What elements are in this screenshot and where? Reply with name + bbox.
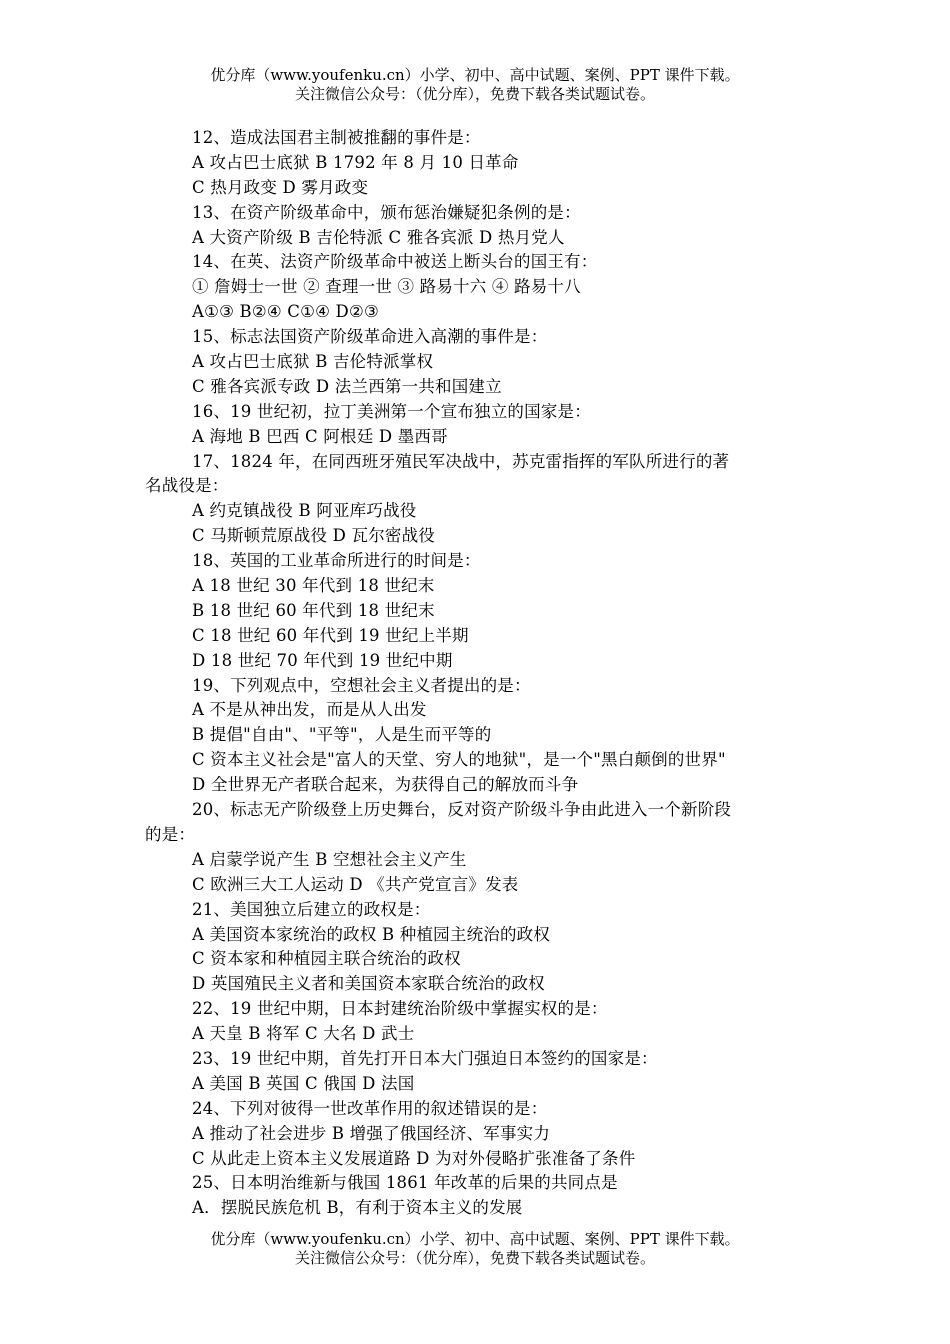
footer-line-2: 关注微信公众号：（优分库），免费下载各类试题试卷。 xyxy=(294,1249,655,1267)
text-line: A 攻占巴士底狱 B 1792 年 8 月 10 日革命 xyxy=(192,152,519,172)
text-line: A 推动了社会进步 B 增强了俄国经济、军事实力 xyxy=(192,1123,551,1143)
text-line: 15、标志法国资产阶级革命进入高潮的事件是： xyxy=(192,327,548,347)
text-line: 16、19 世纪初，拉丁美洲第一个宣布独立的国家是： xyxy=(192,401,591,421)
text-line: B 提倡"自由"、"平等"，人是生而平等的 xyxy=(192,725,492,745)
text-line: A 美国 B 英国 C 俄国 D 法国 xyxy=(192,1073,415,1093)
text-line: 23、19 世纪中期，首先打开日本大门强迫日本签约的国家是： xyxy=(192,1048,658,1068)
text-line: 的是： xyxy=(145,824,196,844)
text-line: C 资本家和种植园主联合统治的政权 xyxy=(192,949,461,969)
text-line: 18、英国的工业革命所进行的时间是： xyxy=(192,551,481,571)
text-line: 19、下列观点中，空想社会主义者提出的是： xyxy=(192,675,531,695)
text-line: C 从此走上资本主义发展道路 D 为对外侵略扩张准备了条件 xyxy=(192,1148,636,1168)
text-line: C 欧洲三大工人运动 D 《共产党宣言》发表 xyxy=(192,874,519,894)
text-line: A 18 世纪 30 年代到 18 世纪末 xyxy=(192,576,435,596)
text-line: 20、标志无产阶级登上历史舞台，反对资产阶级斗争由此进入一个新阶段 xyxy=(192,800,732,820)
text-line: A 不是从神出发，而是从人出发 xyxy=(192,700,427,720)
header-line-1: 优分库（www.youfenku.cn）小学、初中、高中试题、案例、PPT 课件下载。 xyxy=(210,66,740,84)
text-line: A 海地 B 巴西 C 阿根廷 D 墨西哥 xyxy=(192,426,448,446)
text-line: C 18 世纪 60 年代到 19 世纪上半期 xyxy=(192,625,469,645)
text-line: 21、美国独立后建立的政权是： xyxy=(192,899,431,919)
text-line: A①③ B②④ C①④ D②③ xyxy=(192,302,379,322)
text-line: 14、在英、法资产阶级革命中被送上断头台的国王有： xyxy=(192,252,598,272)
text-line: ① 詹姆士一世 ② 查理一世 ③ 路易十六 ④ 路易十八 xyxy=(192,277,581,297)
text-line: A．摆脱民族危机 B，有利于资本主义的发展 xyxy=(192,1198,523,1218)
header-line-2: 关注微信公众号：（优分库），免费下载各类试题试卷。 xyxy=(294,85,655,103)
text-line: C 热月政变 D 雾月政变 xyxy=(192,177,369,197)
text-line: A 美国资本家统治的政权 B 种植园主统治的政权 xyxy=(192,924,551,944)
text-line: C 马斯顿荒原战役 D 瓦尔密战役 xyxy=(192,526,435,546)
text-line: A 大资产阶级 B 吉伦特派 C 雅各宾派 D 热月党人 xyxy=(192,227,565,247)
text-line: C 雅各宾派专政 D 法兰西第一共和国建立 xyxy=(192,376,502,396)
text-line: 13、在资产阶级革命中，颁布惩治嫌疑犯条例的是： xyxy=(192,202,581,222)
text-line: D 英国殖民主义者和美国资本家联合统治的政权 xyxy=(192,974,545,994)
text-line: 17、1824 年，在同西班牙殖民军决战中，苏克雷指挥的军队所进行的著 xyxy=(192,451,730,471)
text-line: B 18 世纪 60 年代到 18 世纪末 xyxy=(192,600,435,620)
text-line: D 全世界无产者联合起来，为获得自己的解放而斗争 xyxy=(192,775,579,795)
text-line: 22、19 世纪中期，日本封建统治阶级中掌握实权的是： xyxy=(192,999,608,1019)
text-line: C 资本主义社会是"富人的天堂、穷人的地狱"，是一个"黑白颠倒的世界" xyxy=(192,750,726,770)
text-line: 24、下列对彼得一世改革作用的叙述错误的是： xyxy=(192,1098,548,1118)
text-line: A 攻占巴士底狱 B 吉伦特派掌权 xyxy=(192,352,434,372)
text-line: 名战役是： xyxy=(145,476,229,496)
text-line: A 启蒙学说产生 B 空想社会主义产生 xyxy=(192,849,467,869)
text-line: A 天皇 B 将军 C 大名 D 武士 xyxy=(192,1024,415,1044)
page-header xyxy=(0,66,950,104)
page-footer xyxy=(0,1230,950,1268)
text-line: 12、造成法国君主制被推翻的事件是： xyxy=(192,128,481,147)
text-line: A 约克镇战役 B 阿亚库巧战役 xyxy=(192,501,417,521)
footer-line-1: 优分库（www.youfenku.cn）小学、初中、高中试题、案例、PPT 课件下载。 xyxy=(210,1230,740,1248)
question-list xyxy=(145,126,815,1221)
text-line: 25、日本明治维新与俄国 1861 年改革的后果的共同点是 xyxy=(192,1173,618,1193)
text-line: D 18 世纪 70 年代到 19 世纪中期 xyxy=(192,650,453,670)
